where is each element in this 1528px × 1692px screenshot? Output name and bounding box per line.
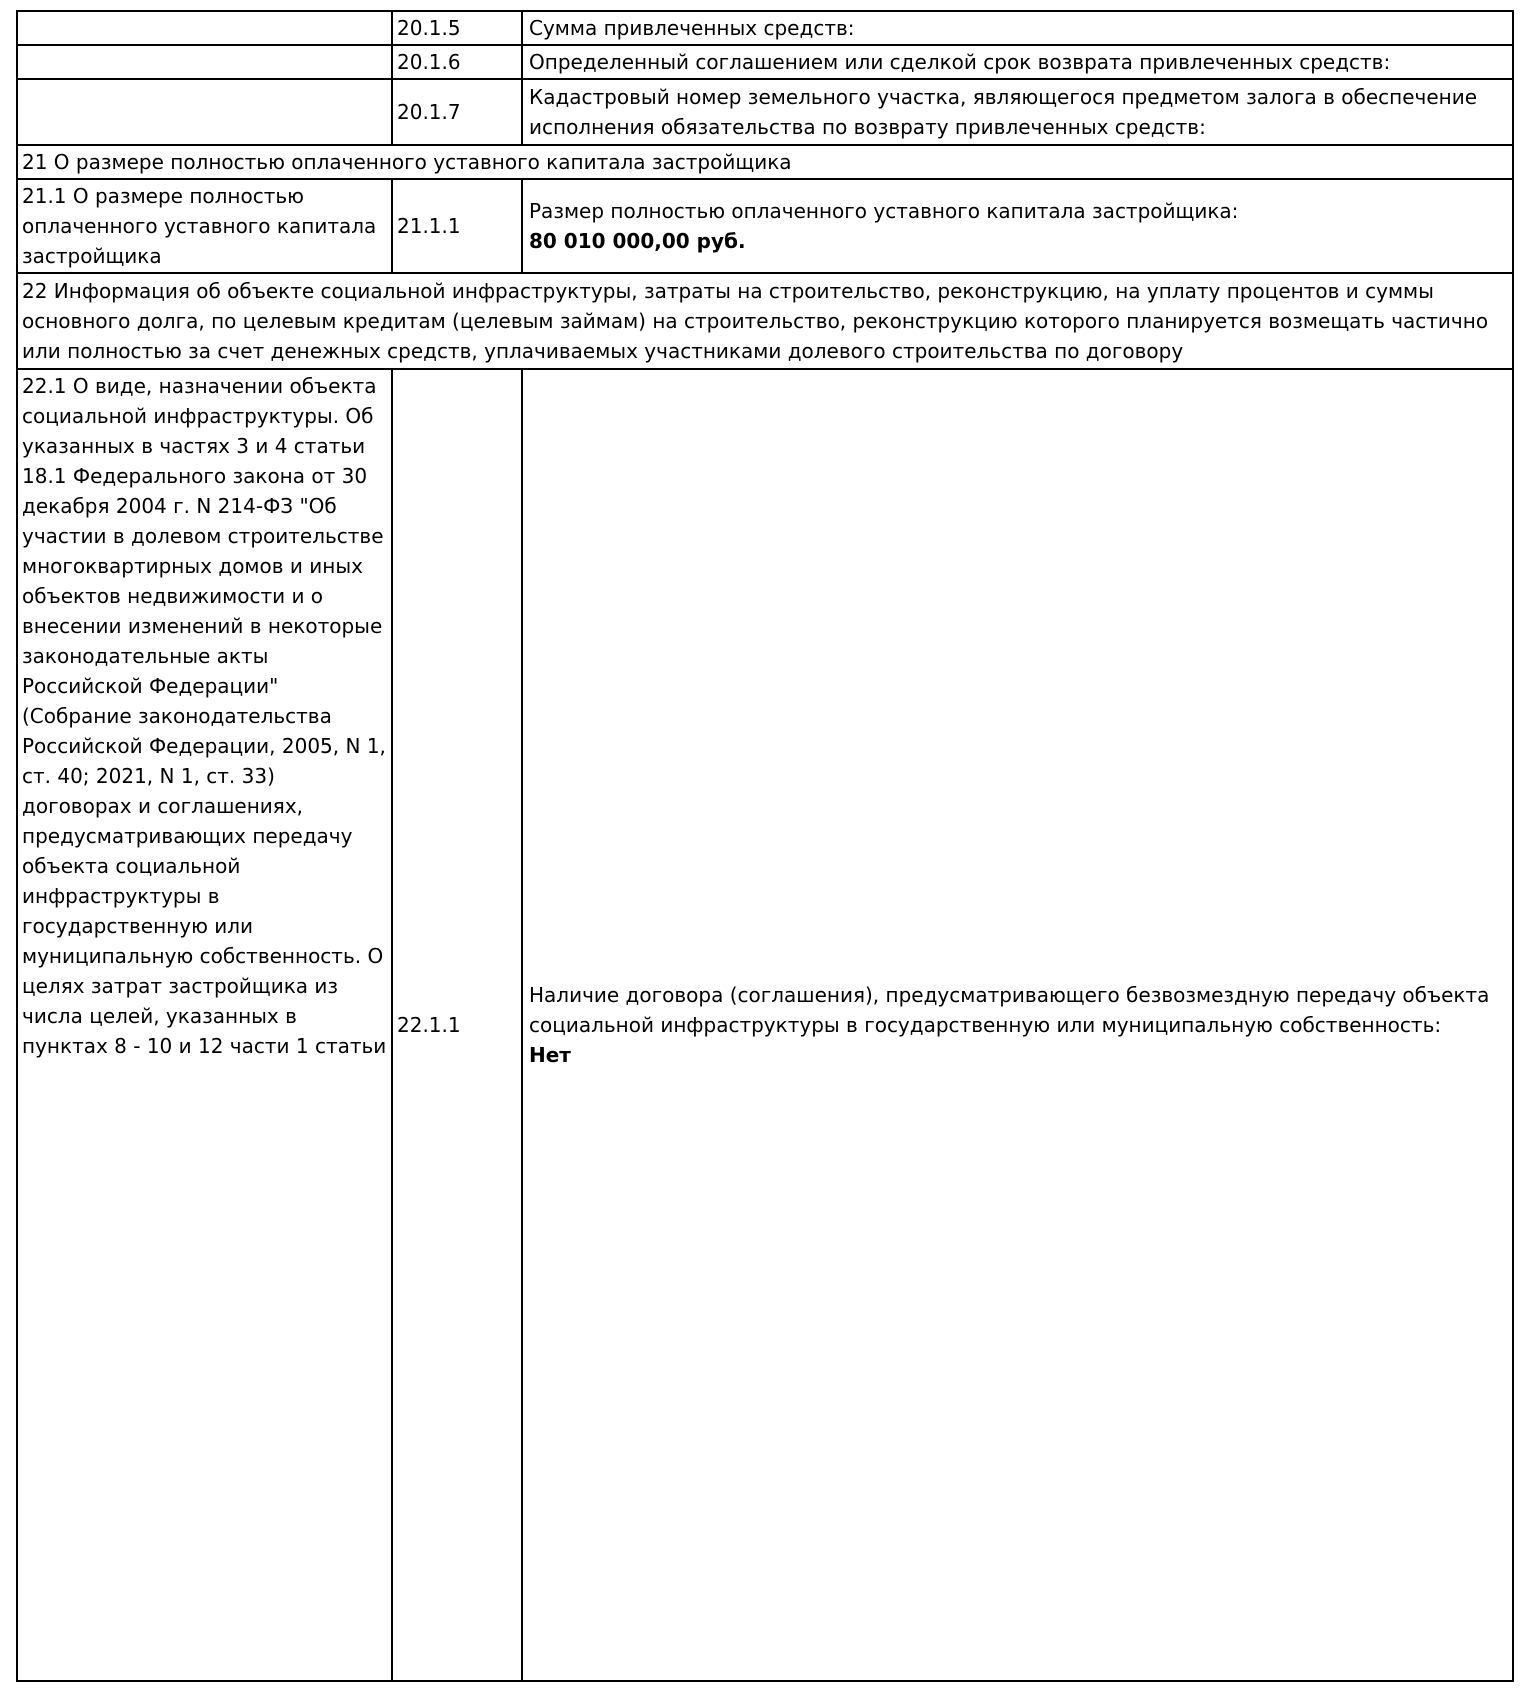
cell-description: Определенный соглашением или сделкой срок возврата привлеченных средств:	[522, 45, 1513, 79]
section-22-header: 22 Информация об объекте социальной инфраструктуры, затраты на строительство, реконструкцию, на уплату процентов и суммы основного долга, по целевым кредитам (целевым займам) на строительство, реконструкцию которого планируется возмещать частично или полностью за счет денежных средств, уплачиваемых участниками долевого строительства по договору	[17, 273, 1513, 369]
cell-item-number: 20.1.5	[392, 11, 522, 45]
section-21-header: 21 О размере полностью оплаченного уставного капитала застройщика	[17, 145, 1513, 179]
table-row-20-1-5	[17, 11, 1513, 45]
cell-item-number: 20.1.6	[392, 45, 522, 79]
declaration-table	[16, 10, 1514, 1682]
cell-topic-22-1: 22.1 О виде, назначении объекта социальной инфраструктуры. Об указанных в частях 3 и 4 статьи 18.1 Федерального закона от 30 декабря 2004 г. N 214-ФЗ "Об участии в долевом строительстве многоквартирных домов и иных объектов недвижимости и о внесении изменений в некоторые законодательные акты Российской Федерации" (Собрание законодательства Российской Федерации, 2005, N 1, ст. 40; 2021, N 1, ст. 33) договорах и соглашениях, предусматривающих передачу объекта социальной инфраструктуры в государственную или муниципальную собственность. О целях затрат застройщика из числа целей, указанных в пунктах 8 - 10 и 12 части 1 статьи	[17, 369, 392, 1681]
section-22-header-row	[17, 273, 1513, 369]
field-label: Наличие договора (соглашения), предусматривающего безвозмездную передачу объекта социальной инфраструктуры в государственную или муниципальную собственность:	[529, 983, 1490, 1037]
cell-item-number: 22.1.1	[392, 369, 522, 1681]
table-row-22-1	[17, 369, 1513, 1681]
table-row-20-1-7	[17, 79, 1513, 145]
table-row-20-1-6	[17, 45, 1513, 79]
field-value: Нет	[529, 1043, 571, 1067]
cell-empty	[17, 11, 392, 45]
cell-item-number: 20.1.7	[392, 79, 522, 145]
cell-description	[522, 369, 1513, 1681]
section-21-header-row	[17, 145, 1513, 179]
field-value: 80 010 000,00 руб.	[529, 229, 746, 253]
cell-description: Кадастровый номер земельного участка, являющегося предметом залога в обеспечение исполнения обязательства по возврату привлеченных средств:	[522, 79, 1513, 145]
cell-description: Сумма привлеченных средств:	[522, 11, 1513, 45]
cell-description	[522, 179, 1513, 273]
table-row-21-1	[17, 179, 1513, 273]
cell-empty	[17, 45, 392, 79]
field-label: Размер полностью оплаченного уставного капитала застройщика:	[529, 199, 1239, 223]
cell-topic-21-1: 21.1 О размере полностью оплаченного уставного капитала застройщика	[17, 179, 392, 273]
cell-empty	[17, 79, 392, 145]
cell-item-number: 21.1.1	[392, 179, 522, 273]
